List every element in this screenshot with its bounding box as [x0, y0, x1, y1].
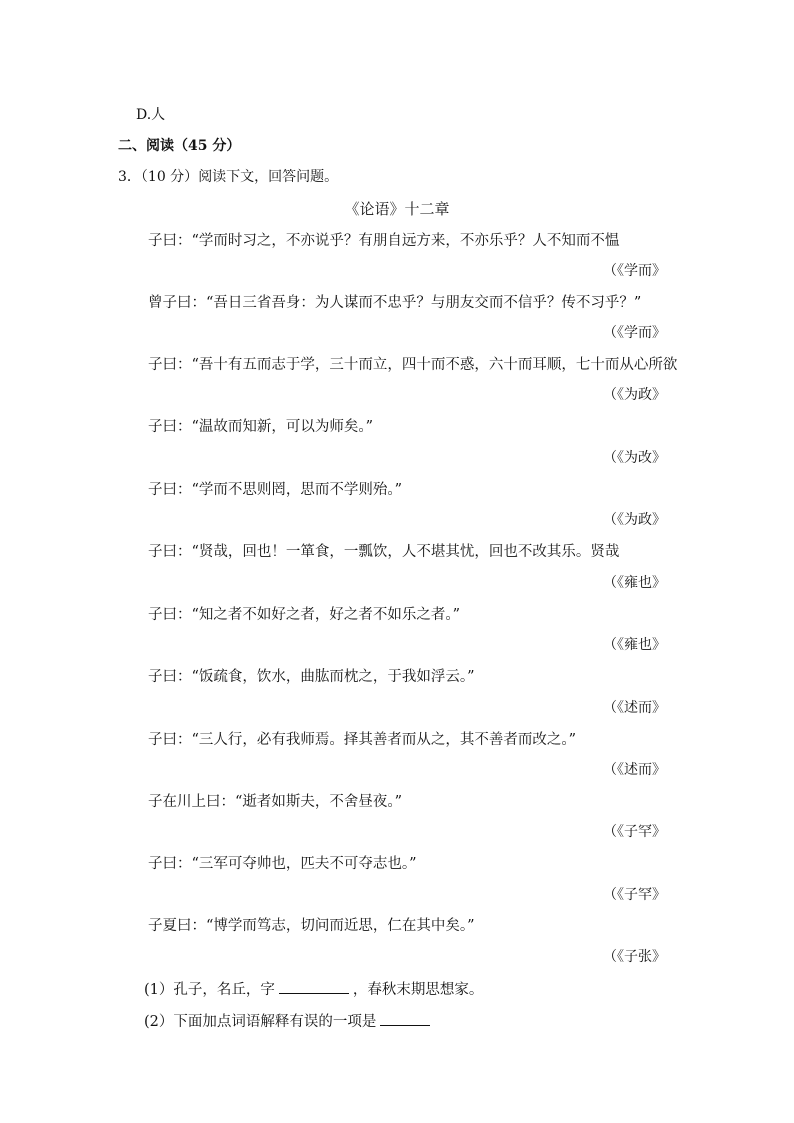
question-score: （10 分）: [140, 169, 199, 185]
question-header: [118, 166, 338, 186]
sub-question-1-suffix: ，春秋末期思想家。: [352, 982, 484, 998]
passage-source: （《学而》: [603, 325, 666, 341]
passage-source: （《为改》: [603, 450, 666, 466]
passage-source: （《子罕》: [603, 887, 666, 903]
passage-quote: 子在川上曰：“逝者如斯夫，不舍昼夜。”: [148, 794, 403, 810]
passage-quote: 曾子曰：“吾日三省吾身：为人谋而不忠乎？与朋友交而不信乎？传不习乎？”: [148, 295, 642, 311]
answer-blank-1[interactable]: [279, 979, 349, 994]
sub-question-2: [144, 1010, 434, 1031]
passage-source: （《为政》: [603, 512, 666, 528]
sub-question-1: [144, 978, 483, 999]
sub-question-1-prefix: (1）孔子，名丘，字: [144, 982, 275, 998]
section-heading: 二、阅读（45 分）: [118, 138, 241, 154]
passage-quote: 子曰：“吾十有五而志于学，三十而立，四十而不惑，六十而耳顺，七十而从心所欲: [148, 357, 678, 373]
sub-question-2-text: (2）下面加点词语解释有误的一项是: [144, 1014, 377, 1030]
passage-source: （《子罕》: [603, 824, 666, 840]
question-number: 3．: [118, 169, 141, 185]
passage-quote: 子曰：“学而时习之，不亦说乎？有朋自远方来，不亦乐乎？人不知而不愠: [148, 233, 620, 249]
passage-quote: 子曰：“贤哉，回也！一箪食，一瓢饮，人不堪其忧，回也不改其乐。贤哉: [148, 544, 620, 560]
answer-blank-2[interactable]: [380, 1011, 430, 1026]
passage-source: （《述而》: [603, 762, 666, 778]
passage-quote: 子曰：“学而不思则罔，思而不学则殆。”: [148, 482, 403, 498]
passage-quote: 子曰：“三人行，必有我师焉。择其善者而从之，其不善者而改之。”: [148, 732, 577, 748]
passage-quote: 子曰：“三军可夺帅也，匹夫不可夺志也。”: [148, 856, 417, 872]
passage-quote: 子曰：“知之者不如好之者，好之者不如乐之者。”: [148, 607, 461, 623]
passage-title: 《论语》十二章: [344, 200, 450, 218]
passage-source: （《雍也》: [603, 575, 666, 591]
passage-quote: 子曰：“饭疏食，饮水，曲肱而枕之，于我如浮云。”: [148, 669, 475, 685]
passage-source: （《学而》: [603, 263, 666, 279]
passage-quote: 子曰：“温故而知新，可以为师矣。”: [148, 419, 374, 435]
passage-source: （《为政》: [603, 387, 666, 403]
option-d: D.人: [136, 107, 166, 123]
passage-source: （《述而》: [603, 700, 666, 716]
passage-source: （《子张》: [603, 949, 666, 965]
question-prompt: 阅读下文，回答问题。: [198, 169, 339, 185]
passage-quote: 子夏曰：“博学而笃志，切问而近思，仁在其中矣。”: [148, 918, 475, 934]
passage-source: （《雍也》: [603, 637, 666, 653]
